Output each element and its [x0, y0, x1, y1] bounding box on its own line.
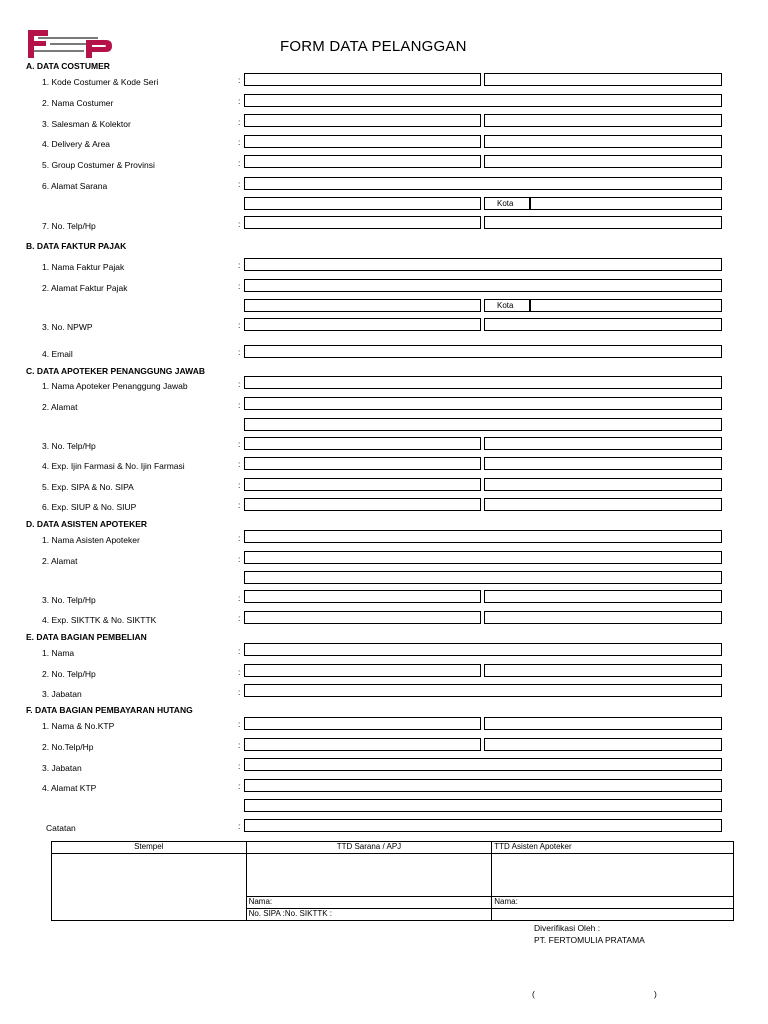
label-ijin-farmasi: 4. Exp. Ijin Farmasi & No. Ijin Farmasi	[42, 461, 185, 471]
colon: :	[238, 75, 241, 85]
section-e-title: E. DATA BAGIAN PEMBELIAN	[26, 632, 147, 642]
label-telp-pembelian: 2. No. Telp/Hp	[42, 669, 96, 679]
telp-hutang-input[interactable]	[244, 738, 481, 751]
label-email: 4. Email	[42, 349, 73, 359]
nama-pembelian-input[interactable]	[244, 643, 722, 656]
label-nama-pembelian: 1. Nama	[42, 648, 75, 658]
colon: :	[238, 533, 241, 543]
alamat-ktp-line2-input[interactable]	[244, 799, 722, 812]
colon: :	[238, 379, 241, 389]
label-alamat-ktp: 4. Alamat KTP	[42, 783, 97, 793]
delivery-input[interactable]	[244, 135, 481, 148]
label-telp-sarana: 7. No. Telp/Hp	[42, 221, 96, 231]
catatan-input[interactable]	[244, 819, 722, 832]
exp-sipa-input[interactable]	[244, 478, 481, 491]
label-jabatan-hutang: 3. Jabatan	[42, 763, 82, 773]
hp-asisten-input[interactable]	[484, 590, 722, 603]
label-telp-asisten: 3. No. Telp/Hp	[42, 595, 96, 605]
nama-apoteker-input[interactable]	[244, 376, 722, 389]
kode-seri-input[interactable]	[484, 73, 722, 86]
exp-siup-input[interactable]	[244, 498, 481, 511]
no-siup-input[interactable]	[484, 498, 722, 511]
stempel-header: Stempel	[52, 842, 247, 854]
colon: :	[238, 646, 241, 656]
no-ijin-farmasi-input[interactable]	[484, 457, 722, 470]
page-title: FORM DATA PELANGGAN	[280, 38, 467, 55]
ttd-sarana-area[interactable]	[246, 854, 492, 897]
email-input[interactable]	[244, 345, 722, 358]
nama-hutang-input[interactable]	[244, 717, 481, 730]
colon: :	[238, 480, 241, 490]
colon: :	[238, 137, 241, 147]
nama-asisten-field[interactable]: Nama:	[492, 897, 734, 909]
alamat-sarana-input[interactable]	[244, 177, 722, 190]
alamat-faktur-input[interactable]	[244, 279, 722, 292]
salesman-input[interactable]	[244, 114, 481, 127]
verified-label: Diverifikasi Oleh :	[534, 923, 601, 933]
colon: :	[238, 740, 241, 750]
label-siup: 6. Exp. SIUP & No. SIUP	[42, 502, 137, 512]
nama-faktur-input[interactable]	[244, 258, 722, 271]
alamat-ktp-input[interactable]	[244, 779, 722, 792]
alamat-apoteker-line2-input[interactable]	[244, 418, 722, 431]
section-f-title: F. DATA BAGIAN PEMBAYARAN HUTANG	[26, 705, 193, 715]
label-kode-costumer: 1. Kode Costumer & Kode Seri	[42, 77, 159, 87]
hp-input[interactable]	[484, 216, 722, 229]
label-delivery: 4. Delivery & Area	[42, 139, 111, 149]
colon: :	[238, 158, 241, 168]
label-nama-costumer: 2. Nama Costumer	[42, 98, 114, 108]
colon: :	[238, 260, 241, 270]
colon: :	[238, 219, 241, 229]
label-catatan: Catatan	[46, 823, 76, 833]
alamat-apoteker-input[interactable]	[244, 397, 722, 410]
ttd-sarana-header: TTD Sarana / APJ	[246, 842, 492, 854]
nama-costumer-input[interactable]	[244, 94, 722, 107]
alamat-sarana-line2-input[interactable]	[244, 197, 481, 210]
kode-costumer-input[interactable]	[244, 73, 481, 86]
colon: :	[238, 781, 241, 791]
label-alamat-asisten: 2. Alamat	[42, 556, 78, 566]
colon: :	[238, 459, 241, 469]
kota-label: Kota	[484, 197, 530, 210]
verifier-open-paren: (	[532, 989, 535, 999]
telp-asisten-input[interactable]	[244, 590, 481, 603]
area-input[interactable]	[484, 135, 722, 148]
telp-pembelian-input[interactable]	[244, 664, 481, 677]
hp-pembelian-input[interactable]	[484, 664, 722, 677]
colon: :	[238, 179, 241, 189]
company-logo	[28, 30, 114, 58]
label-telp-apoteker: 3. No. Telp/Hp	[42, 441, 96, 451]
colon: :	[238, 613, 241, 623]
label-nama-apoteker: 1. Nama Apoteker Penanggung Jawab	[42, 381, 188, 391]
colon: :	[238, 347, 241, 357]
label-alamat-apoteker: 2. Alamat	[42, 402, 78, 412]
stempel-area[interactable]	[52, 854, 247, 921]
ttd-asisten-header: TTD Asisten Apoteker	[492, 842, 734, 854]
hp-apoteker-input[interactable]	[484, 437, 722, 450]
label-group-costumer: 5. Group Costumer & Provinsi	[42, 160, 155, 170]
colon: :	[238, 96, 241, 106]
colon: :	[238, 821, 241, 831]
signature-table	[51, 841, 734, 921]
fp-logo-icon	[28, 30, 114, 58]
section-c-title: C. DATA APOTEKER PENANGGUNG JAWAB	[26, 366, 205, 376]
colon: :	[238, 761, 241, 771]
label-jabatan-pembelian: 3. Jabatan	[42, 689, 82, 699]
exp-sikttk-input[interactable]	[244, 611, 481, 624]
label-nama-ktp: 1. Nama & No.KTP	[42, 721, 115, 731]
exp-ijin-farmasi-input[interactable]	[244, 457, 481, 470]
colon: :	[238, 667, 241, 677]
kota-sarana-input[interactable]	[530, 197, 722, 210]
colon: :	[238, 687, 241, 697]
empty-cell	[492, 909, 734, 921]
label-nama-faktur: 1. Nama Faktur Pajak	[42, 262, 125, 272]
colon: :	[238, 320, 241, 330]
ttd-asisten-area[interactable]	[492, 854, 734, 897]
label-npwp: 3. No. NPWP	[42, 322, 93, 332]
kolektor-input[interactable]	[484, 114, 722, 127]
no-sipa-sikttk-field[interactable]: No. SIPA :No. SIKTTK :	[246, 909, 492, 921]
colon: :	[238, 400, 241, 410]
nama-sarana-field[interactable]: Nama:	[246, 897, 492, 909]
section-d-title: D. DATA ASISTEN APOTEKER	[26, 519, 148, 529]
alamat-asisten-input[interactable]	[244, 551, 722, 564]
alamat-faktur-line2-input[interactable]	[244, 299, 481, 312]
hp-hutang-input[interactable]	[484, 738, 722, 751]
alamat-asisten-line2-input[interactable]	[244, 571, 722, 584]
section-b-title: B. DATA FAKTUR PAJAK	[26, 241, 127, 251]
colon: :	[238, 593, 241, 603]
verified-company: PT. FERTOMULIA PRATAMA	[534, 935, 645, 945]
verifier-close-paren: )	[654, 989, 657, 999]
label-alamat-sarana: 6. Alamat Sarana	[42, 181, 108, 191]
no-ktp-input[interactable]	[484, 717, 722, 730]
jabatan-hutang-input[interactable]	[244, 758, 722, 771]
group-costumer-input[interactable]	[244, 155, 481, 168]
label-telp-hutang: 2. No.Telp/Hp	[42, 742, 94, 752]
provinsi-input[interactable]	[484, 155, 722, 168]
colon: :	[238, 719, 241, 729]
section-a-title: A. DATA COSTUMER	[26, 61, 110, 71]
kota-faktur-input[interactable]	[530, 299, 722, 312]
colon: :	[238, 281, 241, 291]
label-sipa: 5. Exp. SIPA & No. SIPA	[42, 482, 134, 492]
no-sikttk-input[interactable]	[484, 611, 722, 624]
jabatan-pembelian-input[interactable]	[244, 684, 722, 697]
telp-input[interactable]	[244, 216, 481, 229]
npwp-input-2[interactable]	[484, 318, 722, 331]
kota-label: Kota	[484, 299, 530, 312]
colon: :	[238, 554, 241, 564]
label-sikttk: 4. Exp. SIKTTK & No. SIKTTK	[42, 615, 157, 625]
colon: :	[238, 117, 241, 127]
nama-asisten-input[interactable]	[244, 530, 722, 543]
no-sipa-input[interactable]	[484, 478, 722, 491]
label-salesman: 3. Salesman & Kolektor	[42, 119, 131, 129]
npwp-input[interactable]	[244, 318, 481, 331]
label-nama-asisten: 1. Nama Asisten Apoteker	[42, 535, 140, 545]
telp-apoteker-input[interactable]	[244, 437, 481, 450]
colon: :	[238, 439, 241, 449]
colon: :	[238, 500, 241, 510]
label-alamat-faktur: 2. Alamat Faktur Pajak	[42, 283, 128, 293]
